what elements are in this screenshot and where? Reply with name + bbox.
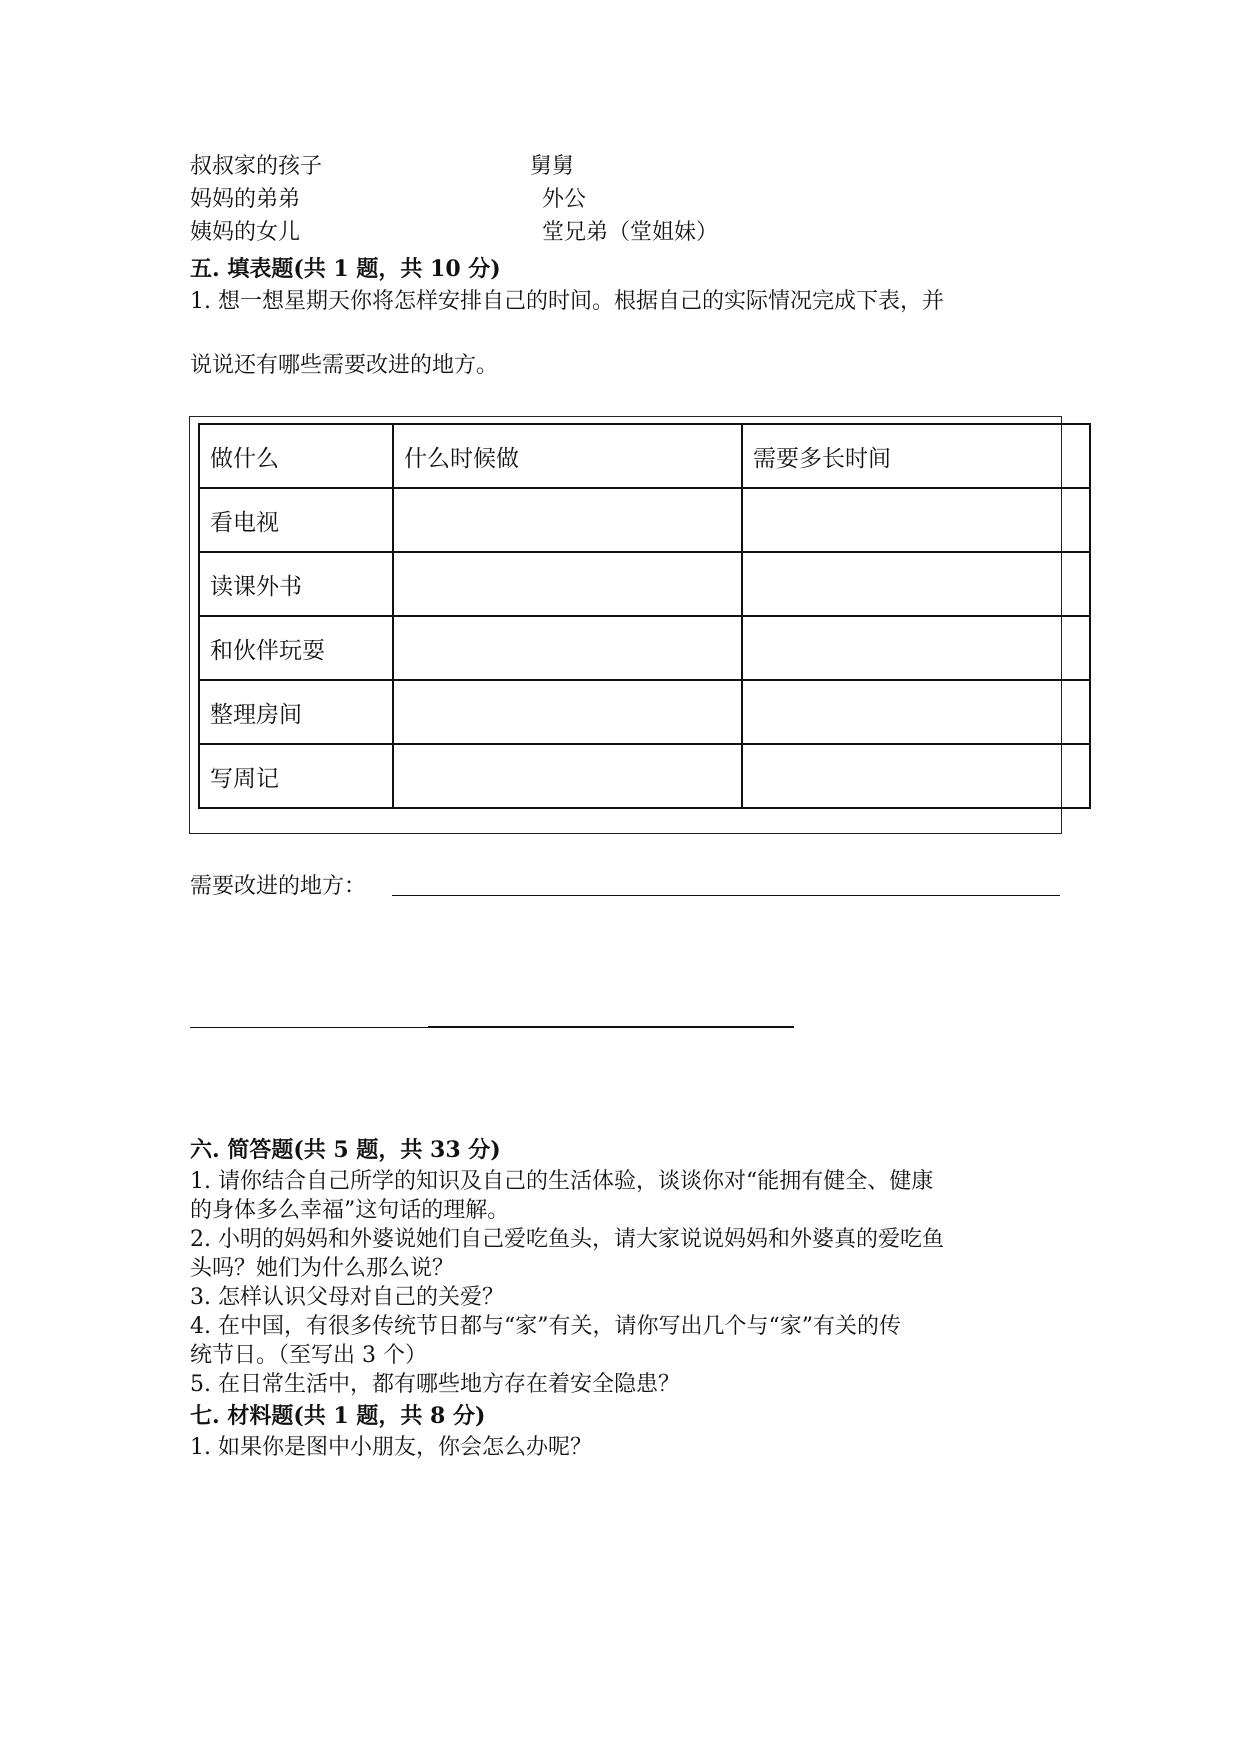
table-row: [199, 680, 1090, 744]
table-cell-activity: 写周记: [199, 744, 393, 808]
table-cell-duration[interactable]: [742, 552, 1090, 616]
matching-right-item: 舅舅: [530, 154, 575, 179]
improve-label: 需要改进的地方：: [190, 874, 367, 899]
section-heading: 五. 填表题(共 1 题，共 10 分): [190, 256, 501, 282]
question-text: 5. 在日常生活中，都有哪些地方存在着安全隐患？: [190, 1372, 680, 1397]
table-cell-duration[interactable]: [742, 680, 1090, 744]
table-cell-when[interactable]: [393, 552, 742, 616]
table-cell-activity: 看电视: [199, 488, 393, 552]
matching-left-item: 叔叔家的孩子: [190, 154, 323, 179]
question-text: 说说还有哪些需要改进的地方。: [190, 353, 499, 378]
question-text: 3. 怎样认识父母对自己的关爱？: [190, 1285, 504, 1310]
table-header-cell: 做什么: [199, 424, 393, 488]
answer-line[interactable]: [392, 895, 1060, 896]
matching-right-item: 外公: [542, 187, 587, 212]
table-cell-when[interactable]: [393, 744, 742, 808]
question-text: 1. 请你结合自己所学的知识及自己的生活体验，谈谈你对“能拥有健全、健康: [190, 1169, 934, 1194]
table-cell-when[interactable]: [393, 680, 742, 744]
matching-left-item: 妈妈的弟弟: [190, 187, 301, 212]
section-heading: 六. 简答题(共 5 题，共 33 分): [190, 1137, 501, 1163]
question-text: 头吗？她们为什么那么说？: [190, 1256, 455, 1281]
table-row: [199, 488, 1090, 552]
question-text: 2. 小明的妈妈和外婆说她们自己爱吃鱼头，请大家说说妈妈和外婆真的爱吃鱼: [190, 1227, 944, 1252]
table-cell-activity: 读课外书: [199, 552, 393, 616]
table-cell-duration[interactable]: [742, 744, 1090, 808]
answer-line[interactable]: [190, 1027, 428, 1028]
table-cell-duration[interactable]: [742, 488, 1090, 552]
matching-left-item: 姨妈的女儿: [190, 220, 301, 245]
section-heading: 七. 材料题(共 1 题，共 8 分): [190, 1403, 486, 1429]
table-row: [199, 616, 1090, 680]
question-text: 4. 在中国，有很多传统节日都与“家”有关，请你写出几个与“家”有关的传: [190, 1314, 901, 1339]
table-cell-when[interactable]: [393, 488, 742, 552]
question-text: 1. 如果你是图中小朋友，你会怎么办呢？: [190, 1435, 592, 1460]
answer-line[interactable]: [428, 1026, 794, 1028]
matching-right-item: 堂兄弟（堂姐妹）: [542, 220, 719, 245]
schedule-table: [198, 423, 1091, 809]
table-header-cell: 需要多长时间: [742, 424, 1090, 488]
table-cell-when[interactable]: [393, 616, 742, 680]
question-text: 的身体多么幸福”这句话的理解。: [190, 1198, 510, 1223]
table-row: [199, 744, 1090, 808]
table-cell-activity: 和伙伴玩耍: [199, 616, 393, 680]
table-header-cell: 什么时候做: [393, 424, 742, 488]
table-header-row: [199, 424, 1090, 488]
table-row: [199, 552, 1090, 616]
table-cell-activity: 整理房间: [199, 680, 393, 744]
question-text: 统节日。（至写出 3 个）: [190, 1343, 427, 1368]
table-cell-duration[interactable]: [742, 616, 1090, 680]
question-text: 1. 想一想星期天你将怎样安排自己的时间。根据自己的实际情况完成下表，并: [190, 289, 944, 314]
